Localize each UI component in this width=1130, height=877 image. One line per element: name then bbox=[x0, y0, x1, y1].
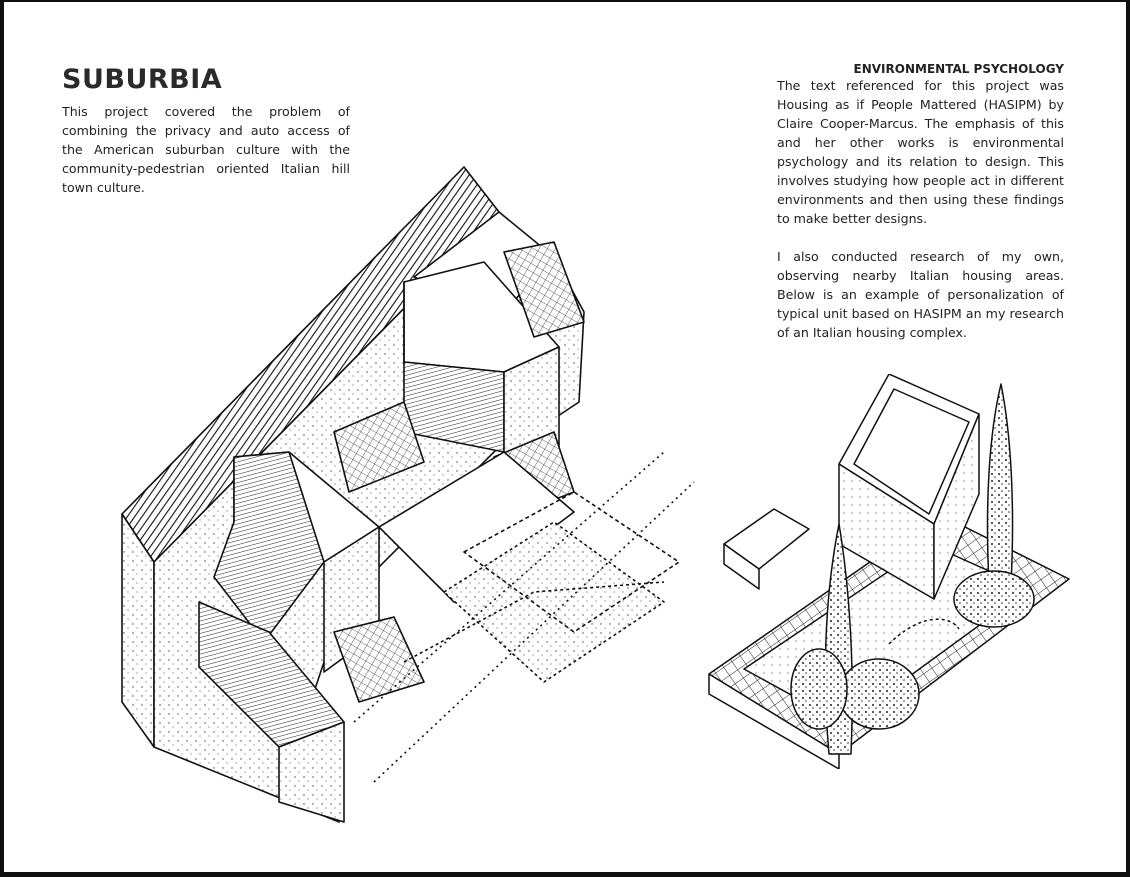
personalized-unit-sketch bbox=[689, 374, 1079, 769]
project-description: This project covered the problem of combining the privacy and auto access of the American suburban culture with the community-pedestrian oriented Italian hill town culture. bbox=[62, 104, 350, 195]
portfolio-page bbox=[4, 2, 1126, 872]
page-title: SUBURBIA bbox=[62, 64, 223, 95]
section-heading: ENVIRONMENTAL PSYCHOLOGY bbox=[853, 62, 1064, 76]
suburbia-axonometric-sketch bbox=[104, 162, 724, 832]
section-paragraph-2: I also conducted research of my own, observing nearby Italian housing areas. Below is an example of personalization of typical unit based on HASIPM an my research of an Italian housing complex. bbox=[777, 249, 1064, 340]
section-paragraph-1: The text referenced for this project was Housing as if People Mattered (HASIPM) by Claire Cooper-Marcus. The emphasis of this and her other works is environmental psychology and its relation to design. This involves studying how people act in different environments and then using these findings to make better designs. bbox=[777, 78, 1064, 226]
environmental-psychology-section bbox=[777, 62, 1064, 342]
